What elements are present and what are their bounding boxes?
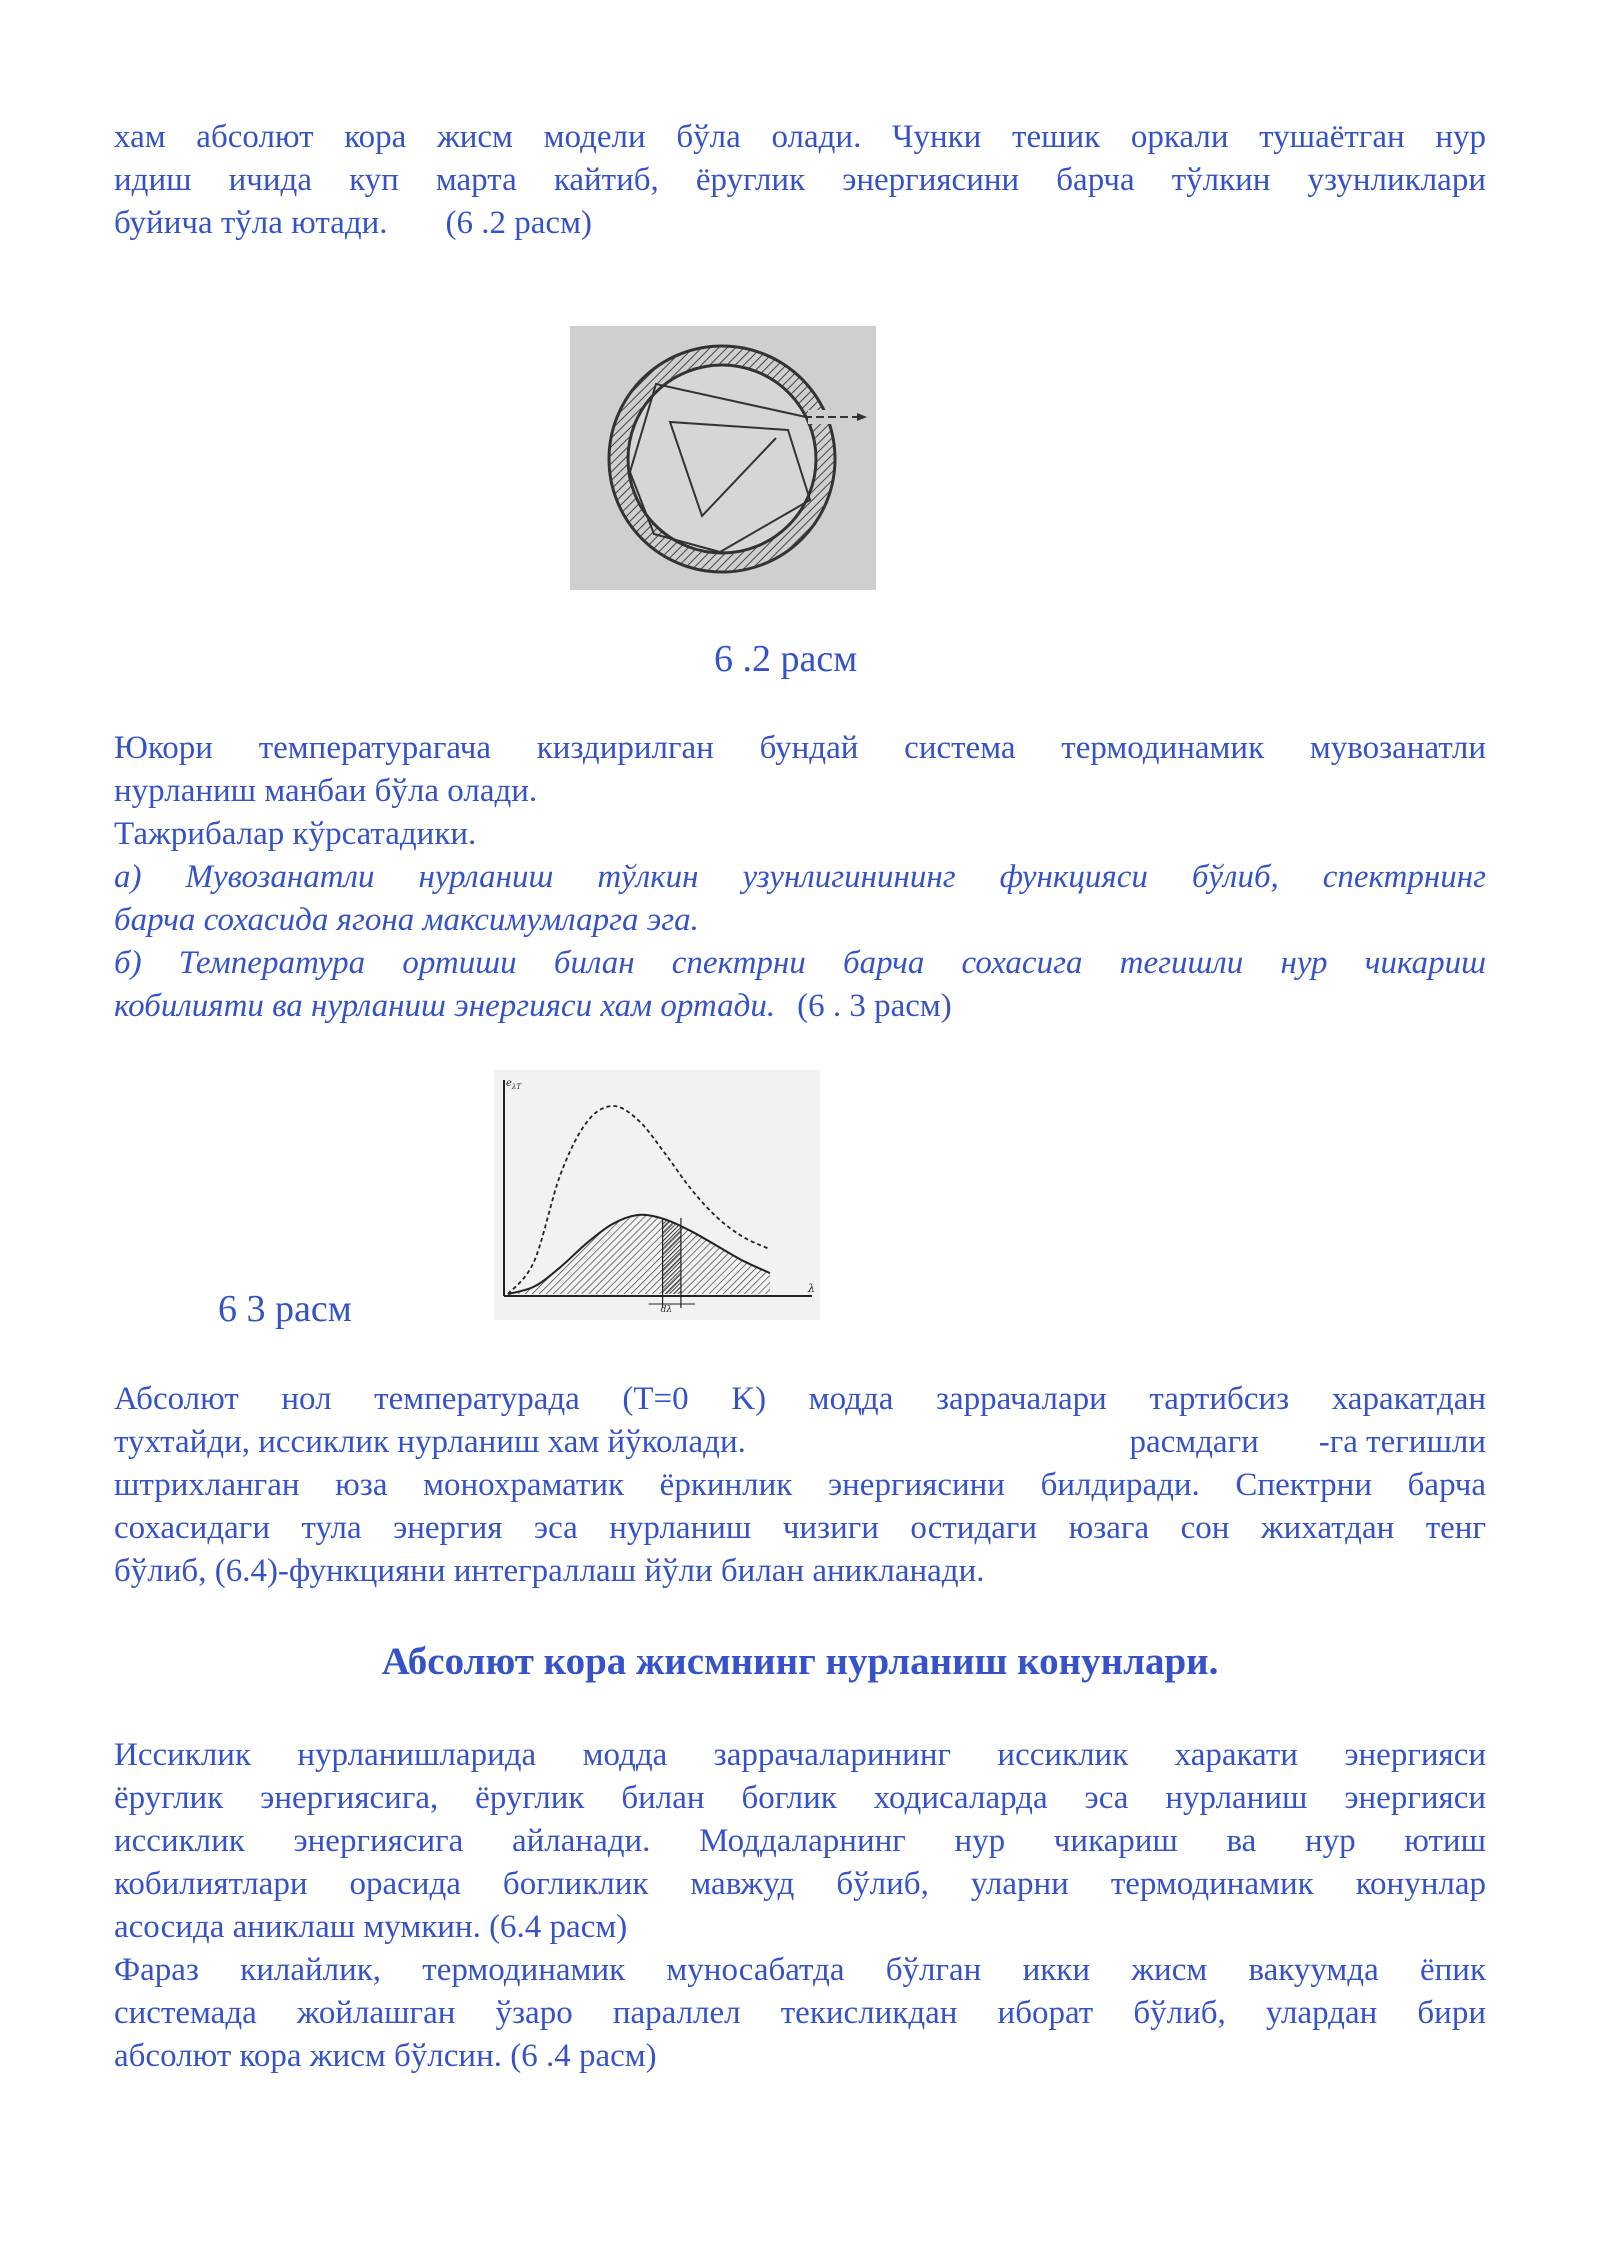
figure-reference: (6 .2 расм) bbox=[445, 205, 592, 241]
text-line: Фараз килайлик, термодинамик муносабатда бўлган икки жисм вакуумда ёпик bbox=[114, 1952, 1486, 1988]
text-line: Юкори температурагача киздирилган бундай система термодинамик мувозанатли bbox=[114, 730, 1486, 766]
text-line bbox=[114, 985, 1486, 1028]
text-line: Иссиклик нурланишларида модда заррачаларининг иссиклик харакати энергияси bbox=[114, 1737, 1486, 1773]
section-heading: Абсолют кора жисмнинг нурланиш конунлари. bbox=[381, 1640, 1219, 1683]
paragraph-radiation-laws bbox=[114, 1734, 1486, 2078]
text-span: тухтайди, иссиклик нурланиш хам йўколади. bbox=[114, 1424, 746, 1460]
paragraph-intro bbox=[114, 116, 1486, 245]
radiation-chart bbox=[494, 1070, 820, 1320]
figure-caption: 6 .2 расм bbox=[714, 638, 858, 680]
radiation-chart-svg bbox=[494, 1070, 820, 1320]
text-line bbox=[114, 202, 1486, 245]
y-axis-label: $e_{\lambda T}$ bbox=[506, 1078, 522, 1091]
text-line: абсолют кора жисм бўлсин. (6 .4 расм) bbox=[114, 2038, 657, 2074]
list-item: а) Мувозанатли нурланиш тўлкин узунлигинининг функцияси бўлиб, спектрнинг bbox=[114, 859, 1486, 895]
dlambda-band bbox=[663, 1100, 681, 1294]
paragraph-experiments bbox=[114, 727, 1486, 1028]
text-span: буйича тўла ютади. bbox=[114, 205, 388, 241]
text-line bbox=[114, 1421, 1486, 1464]
text-line: барча сохасида ягона максимумларга эга. bbox=[114, 902, 699, 938]
text-line: системада жойлашган ўзаро параллел текисликдан иборат бўлиб, улардан бири bbox=[114, 1995, 1486, 2031]
text-line: Абсолют нол температурада (T=0 K) модда заррачалари тартибсиз харакатдан bbox=[114, 1381, 1486, 1417]
text-line: нурланиш манбаи бўла олади. bbox=[114, 773, 538, 809]
text-span: расмдаги bbox=[1129, 1424, 1259, 1460]
dlambda-label: dλ bbox=[660, 1305, 673, 1315]
text-line: хам абсолют кора жисм модели бўла олади. Чунки тешик оркали тушаётган нур bbox=[114, 119, 1486, 155]
text-line: идиш ичида куп марта кайтиб, ёруглик энергиясини барча тўлкин узунликлари bbox=[114, 162, 1486, 198]
text-line: иссиклик энергиясига айланади. Моддаларнинг нур чикариш ва нур ютиш bbox=[114, 1823, 1486, 1859]
text-line: сохасидаги тула энергия эса нурланиш чизиги остидаги юзага сон жихатдан тенг bbox=[114, 1510, 1486, 1546]
figure-reference: (6 . 3 расм) bbox=[797, 988, 952, 1024]
x-axis-label: λ bbox=[808, 1282, 815, 1295]
list-item: б) Температура ортиши билан спектрни барча сохасига тегишли нур чикариш bbox=[114, 945, 1486, 981]
cavity-figure bbox=[570, 326, 876, 590]
text-line: кобилиятлари орасида богликлик мавжуд бўлиб, уларни термодинамик конунлар bbox=[114, 1866, 1486, 1902]
text-span: -га тегишли bbox=[1318, 1424, 1486, 1460]
cavity-drawing bbox=[570, 326, 876, 590]
text-line: Тажрибалар кўрсатадики. bbox=[114, 816, 477, 852]
paragraph-absolute-zero bbox=[114, 1378, 1486, 1593]
text-line: штрихланган юза монохраматик ёркинлик энергиясини билдиради. Спектрни барча bbox=[114, 1467, 1486, 1503]
figure-caption: 6 3 расм bbox=[218, 1288, 352, 1330]
cavity-interior bbox=[628, 365, 816, 553]
text-line: ёруглик энергиясига, ёруглик билан боглик ходисаларда эса нурланиш энергияси bbox=[114, 1780, 1486, 1816]
text-line: бўлиб, (6.4)-функцияни интеграллаш йўли билан аникланади. bbox=[114, 1553, 985, 1589]
text-line: асосида аниклаш мумкин. (6.4 расм) bbox=[114, 1909, 628, 1945]
text-span: кобилияти ва нурланиш энергияси хам ортади. bbox=[114, 988, 776, 1024]
